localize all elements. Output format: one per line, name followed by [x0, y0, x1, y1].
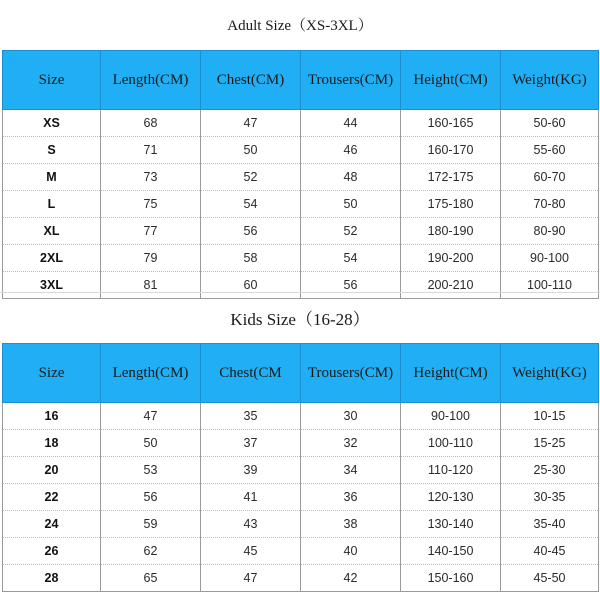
weight-cell: 35-40	[501, 511, 599, 538]
header-weight: Weight(KG)	[501, 344, 599, 403]
table-row	[3, 218, 599, 245]
header-height: Height(CM)	[401, 344, 501, 403]
trousers-cell: 32	[301, 430, 401, 457]
table-row	[3, 110, 599, 137]
header-chest: Chest(CM	[201, 344, 301, 403]
size-cell: XS	[3, 110, 101, 137]
table-row	[3, 430, 599, 457]
trousers-cell: 50	[301, 191, 401, 218]
weight-cell: 45-50	[501, 565, 599, 592]
height-cell: 130-140	[401, 511, 501, 538]
weight-cell: 50-60	[501, 110, 599, 137]
chest-cell: 45	[201, 538, 301, 565]
length-cell: 81	[101, 272, 201, 299]
weight-cell: 80-90	[501, 218, 599, 245]
size-cell: 3XL	[3, 272, 101, 299]
trousers-cell: 40	[301, 538, 401, 565]
table-row	[3, 565, 599, 592]
trousers-cell: 56	[301, 272, 401, 299]
table-row	[3, 403, 599, 430]
length-cell: 77	[101, 218, 201, 245]
weight-cell: 70-80	[501, 191, 599, 218]
weight-cell: 40-45	[501, 538, 599, 565]
length-cell: 56	[101, 484, 201, 511]
size-cell: 26	[3, 538, 101, 565]
weight-cell: 25-30	[501, 457, 599, 484]
height-cell: 180-190	[401, 218, 501, 245]
header-size: Size	[3, 51, 101, 110]
section-divider	[0, 292, 600, 293]
height-cell: 120-130	[401, 484, 501, 511]
chest-cell: 43	[201, 511, 301, 538]
weight-cell: 55-60	[501, 137, 599, 164]
table-row	[3, 484, 599, 511]
height-cell: 160-170	[401, 137, 501, 164]
trousers-cell: 54	[301, 245, 401, 272]
table-row	[3, 272, 599, 299]
height-cell: 110-120	[401, 457, 501, 484]
length-cell: 53	[101, 457, 201, 484]
size-cell: M	[3, 164, 101, 191]
weight-cell: 10-15	[501, 403, 599, 430]
height-cell: 90-100	[401, 403, 501, 430]
chest-cell: 35	[201, 403, 301, 430]
chest-cell: 56	[201, 218, 301, 245]
length-cell: 65	[101, 565, 201, 592]
weight-cell: 30-35	[501, 484, 599, 511]
trousers-cell: 46	[301, 137, 401, 164]
height-cell: 172-175	[401, 164, 501, 191]
size-cell: 16	[3, 403, 101, 430]
trousers-cell: 34	[301, 457, 401, 484]
height-cell: 160-165	[401, 110, 501, 137]
height-cell: 175-180	[401, 191, 501, 218]
size-cell: 28	[3, 565, 101, 592]
kids-size-title: Kids Size（16-28）	[230, 310, 370, 329]
length-cell: 73	[101, 164, 201, 191]
chest-cell: 39	[201, 457, 301, 484]
chest-cell: 47	[201, 110, 301, 137]
table-row	[3, 457, 599, 484]
header-length: Length(CM)	[101, 51, 201, 110]
table-header-row	[3, 344, 599, 403]
trousers-cell: 38	[301, 511, 401, 538]
chest-cell: 58	[201, 245, 301, 272]
table-row	[3, 137, 599, 164]
length-cell: 59	[101, 511, 201, 538]
header-weight: Weight(KG)	[501, 51, 599, 110]
height-cell: 150-160	[401, 565, 501, 592]
height-cell: 200-210	[401, 272, 501, 299]
size-cell: 20	[3, 457, 101, 484]
adult-size-title: Adult Size（XS-3XL）	[227, 18, 373, 34]
table-row	[3, 245, 599, 272]
size-cell: 22	[3, 484, 101, 511]
adult-size-table	[2, 50, 599, 299]
size-cell: 18	[3, 430, 101, 457]
header-trousers: Trousers(CM)	[301, 51, 401, 110]
chest-cell: 37	[201, 430, 301, 457]
size-cell: XL	[3, 218, 101, 245]
height-cell: 100-110	[401, 430, 501, 457]
chest-cell: 47	[201, 565, 301, 592]
weight-cell: 15-25	[501, 430, 599, 457]
header-height: Height(CM)	[401, 51, 501, 110]
header-length: Length(CM)	[101, 344, 201, 403]
length-cell: 75	[101, 191, 201, 218]
chest-cell: 60	[201, 272, 301, 299]
length-cell: 50	[101, 430, 201, 457]
trousers-cell: 30	[301, 403, 401, 430]
weight-cell: 60-70	[501, 164, 599, 191]
chest-cell: 54	[201, 191, 301, 218]
table-row	[3, 511, 599, 538]
weight-cell: 100-110	[501, 272, 599, 299]
header-chest: Chest(CM)	[201, 51, 301, 110]
chest-cell: 50	[201, 137, 301, 164]
trousers-cell: 36	[301, 484, 401, 511]
length-cell: 47	[101, 403, 201, 430]
length-cell: 79	[101, 245, 201, 272]
trousers-cell: 48	[301, 164, 401, 191]
chest-cell: 41	[201, 484, 301, 511]
chest-cell: 52	[201, 164, 301, 191]
trousers-cell: 44	[301, 110, 401, 137]
trousers-cell: 42	[301, 565, 401, 592]
table-row	[3, 164, 599, 191]
height-cell: 140-150	[401, 538, 501, 565]
trousers-cell: 52	[301, 218, 401, 245]
size-cell: S	[3, 137, 101, 164]
length-cell: 62	[101, 538, 201, 565]
table-header-row	[3, 51, 599, 110]
table-row	[3, 191, 599, 218]
kids-size-table	[2, 343, 599, 592]
weight-cell: 90-100	[501, 245, 599, 272]
table-row	[3, 538, 599, 565]
size-cell: 2XL	[3, 245, 101, 272]
header-trousers: Trousers(CM)	[301, 344, 401, 403]
size-cell: 24	[3, 511, 101, 538]
height-cell: 190-200	[401, 245, 501, 272]
length-cell: 71	[101, 137, 201, 164]
size-cell: L	[3, 191, 101, 218]
length-cell: 68	[101, 110, 201, 137]
header-size: Size	[3, 344, 101, 403]
